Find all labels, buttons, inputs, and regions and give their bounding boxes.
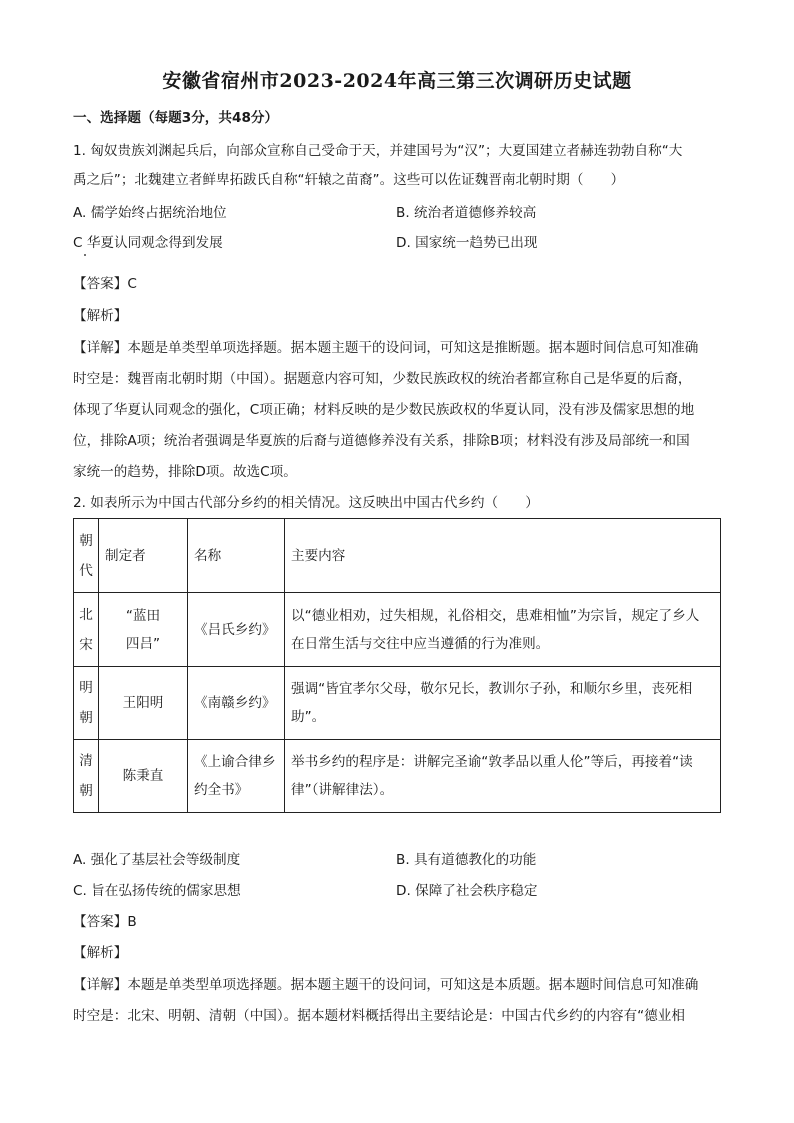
cell-content bbox=[285, 593, 721, 667]
q2-answer: 【答案】B bbox=[73, 914, 137, 930]
dynasty-text: 清 朝 bbox=[79, 753, 93, 799]
q1-detail-line-4: 位，排除A项；统治者强调是华夏族的后裔与道德修养没有关系，排除B项；材料没有涉及局部统一和国 bbox=[73, 433, 690, 449]
name-text: 《上谕合律乡 约全书》 bbox=[194, 754, 276, 798]
page-title: 安徽省宿州市2023-2024年高三第三次调研历史试题 bbox=[162, 70, 632, 92]
stray-dot bbox=[84, 254, 86, 256]
q1-detail-line-2: 时空是：魏晋南北朝时期（中国）。据题意内容可知，少数民族政权的统治者都宣称自己是华夏的后裔， bbox=[73, 371, 692, 387]
content-line: 举书乡约的程序是：讲解完圣谕“敦孝品以重人伦”等后，再接着“读 bbox=[291, 754, 693, 770]
content-line: 助”。 bbox=[291, 709, 326, 725]
header-dynasty bbox=[74, 519, 99, 593]
dynasty-text: 北 宋 bbox=[79, 606, 93, 653]
cell-name: 《南赣乡约》 bbox=[188, 667, 285, 740]
cell-content bbox=[285, 667, 721, 740]
q1-analysis-label: 【解析】 bbox=[73, 308, 128, 324]
cell-maker: 王阳明 bbox=[99, 667, 188, 740]
cell-name: 《吕氏乡约》 bbox=[188, 593, 285, 667]
header-maker: 制定者 bbox=[99, 519, 188, 593]
q1-option-d: D. 国家统一趋势已出现 bbox=[396, 235, 538, 251]
q1-option-b: B. 统治者道德修养较高 bbox=[396, 205, 537, 221]
table-row bbox=[74, 593, 721, 667]
q1-detail-line-3: 体现了华夏认同观念的强化，C项正确；材料反映的是少数民族政权的华夏认同，没有涉及儒家思想的地 bbox=[73, 402, 695, 418]
q1-stem-line-1: 1. 匈奴贵族刘渊起兵后，向部众宣称自己受命于天，并建国号为“汉”；大夏国建立者赫连勃勃自称“大 bbox=[73, 143, 683, 159]
q2-option-a: A. 强化了基层社会等级制度 bbox=[73, 852, 241, 868]
table-row bbox=[74, 667, 721, 740]
q1-stem-line-2: 禹之后”；北魏建立者鲜卑拓跋氏自称“轩辕之苗裔”。这些可以佐证魏晋南北朝时期（ ） bbox=[73, 172, 625, 188]
cell-content bbox=[285, 740, 721, 813]
content-line: 强调“皆宜孝尔父母，敬尔兄长，教训尔子孙，和顺尔乡里，丧死相 bbox=[291, 681, 693, 697]
q2-option-d: D. 保障了社会秩序稳定 bbox=[396, 883, 538, 899]
q2-option-b: B. 具有道德教化的功能 bbox=[396, 852, 537, 868]
dynasty-text: 明 朝 bbox=[79, 680, 93, 726]
q2-stem: 2. 如表所示为中国古代部分乡约的相关情况。这反映出中国古代乡约（ ） bbox=[73, 495, 539, 511]
section-heading: 一、选择题（每题3分，共48分） bbox=[73, 110, 279, 126]
q1-option-c: C 华夏认同观念得到发展 bbox=[73, 235, 223, 251]
cell-name bbox=[188, 740, 285, 813]
xiangyue-table bbox=[73, 518, 721, 813]
q1-option-a: A. 儒学始终占据统治地位 bbox=[73, 205, 227, 221]
table-row bbox=[74, 740, 721, 813]
q2-detail-line-1: 【详解】本题是单类型单项选择题。据本题主题干的设问词，可知这是本质题。据本题时间信息可知准确 bbox=[73, 977, 699, 993]
cell-maker: 陈秉直 bbox=[99, 740, 188, 813]
q1-answer: 【答案】C bbox=[73, 276, 137, 292]
cell-dynasty bbox=[74, 740, 99, 813]
q2-analysis-label: 【解析】 bbox=[73, 945, 128, 961]
q1-detail-line-5: 家统一的趋势，排除D项。故选C项。 bbox=[73, 464, 297, 480]
q2-detail-line-2: 时空是：北宋、明朝、清朝（中国）。据本题材料概括得出主要结论是：中国古代乡约的内容有“德业相 bbox=[73, 1008, 685, 1024]
q2-option-c: C. 旨在弘扬传统的儒家思想 bbox=[73, 883, 241, 899]
table-header-row bbox=[74, 519, 721, 593]
cell-dynasty bbox=[74, 667, 99, 740]
content-line: 律”（讲解律法）。 bbox=[291, 782, 394, 798]
q1-detail-line-1: 【详解】本题是单类型单项选择题。据本题主题干的设问词，可知这是推断题。据本题时间信息可知准确 bbox=[73, 340, 699, 356]
content-line: 在日常生活与交往中应当遵循的行为准则。 bbox=[291, 635, 550, 652]
cell-dynasty bbox=[74, 593, 99, 667]
header-dynasty-text: 朝 代 bbox=[79, 532, 93, 579]
header-content: 主要内容 bbox=[285, 519, 721, 593]
header-name: 名称 bbox=[188, 519, 285, 593]
content-line: 以“德业相劝，过失相规，礼俗相交，患难相恤”为宗旨，规定了乡人 bbox=[291, 607, 700, 624]
cell-maker: “蓝田 四吕” bbox=[99, 593, 188, 667]
